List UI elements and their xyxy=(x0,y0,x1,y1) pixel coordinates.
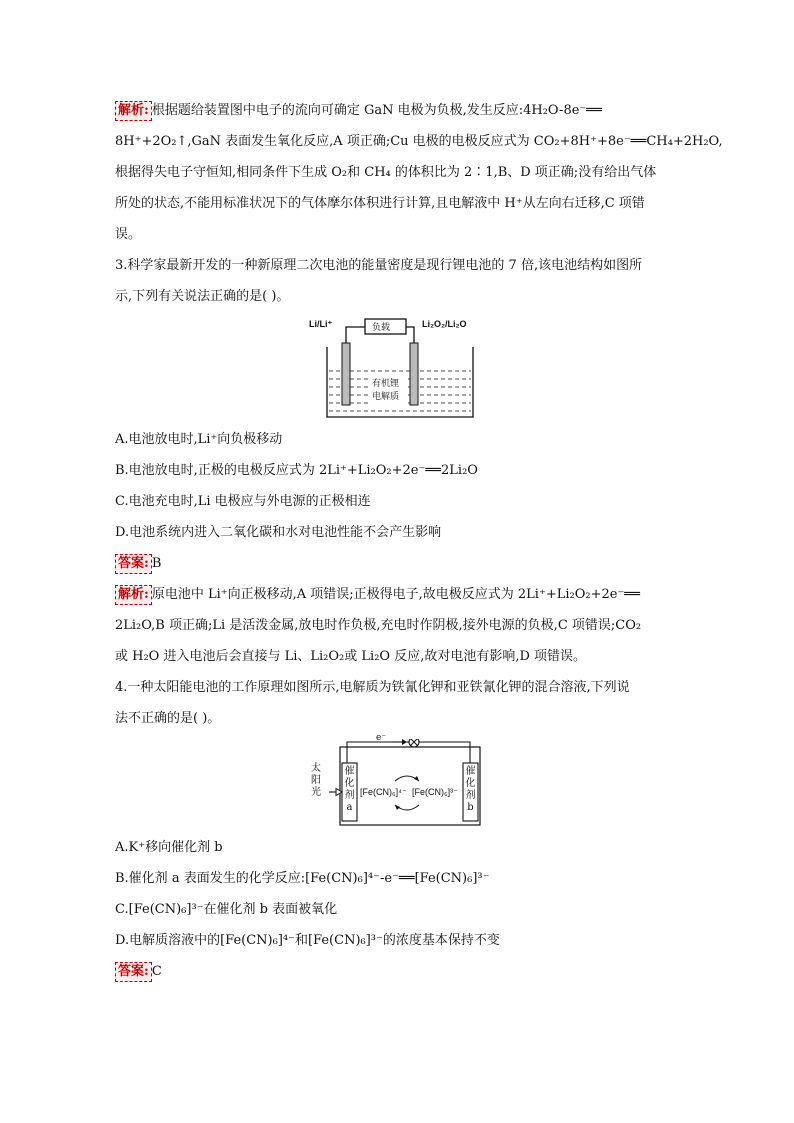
ferrocyanide-label: [Fe(CN)₆]⁴⁻ xyxy=(360,787,407,797)
solar-cell-figure xyxy=(310,733,490,827)
q3-option-d: D.电池系统内进入二氧化碳和水对电池性能不会产生影响 xyxy=(115,525,442,540)
lamp-icon xyxy=(409,739,419,747)
q2-analysis-line-5: 误。 xyxy=(115,227,142,242)
answer-tag: 答案: xyxy=(115,554,152,574)
q2-analysis-line-4: 所处的状态,不能用标准状况下的气体摩尔体积进行计算,且电解液中 H⁺从左向右迁移,C 项错 xyxy=(115,196,645,211)
electron-label: e⁻ xyxy=(376,733,387,743)
q2-analysis-line-3: 根据得失电子守恒知,相同条件下生成 O₂和 CH₄ 的体积比为 2∶1,B、D 项正确;没有给出气体 xyxy=(115,165,657,180)
q4-option-d: D.电解质溶液中的[Fe(CN)₆]⁴⁻和[Fe(CN)₆]³⁻的浓度基本保持不变 xyxy=(115,933,500,948)
q4-answer xyxy=(115,961,685,983)
q4-stem-line-1: 4.一种太阳能电池的工作原理如图所示,电解质为铁氰化钾和亚铁氰化钾的混合溶液,下列说 xyxy=(115,680,630,695)
ferricyanide-label: [Fe(CN)₆]³⁻ xyxy=(412,787,458,797)
q3-analysis-line-1: 解析: 原电池中 Li⁺向正极移动,A 项错误;正极得电子,故电极反应式为 2Li⁺+Li₂O₂+2e⁻══ xyxy=(115,584,685,606)
q3-analysis-line-2: 2Li₂O,B 项正确;Li 是活泼金属,放电时作负极,充电时作阴极,接外电源的负极,C 项错误;CO₂ xyxy=(115,618,642,633)
lithium-battery-figure xyxy=(305,317,495,419)
q3-option-c: C.电池充电时,Li 电极应与外电源的正极相连 xyxy=(115,494,371,509)
catalyst-b-label: 催化剂b xyxy=(465,766,476,813)
analysis-tag: 解析: xyxy=(115,101,152,121)
electrolyte-label-1: 有机锂 xyxy=(372,379,400,389)
q3-analysis-line-3: 或 H₂O 进入电池后会直接与 Li、Li₂O₂或 Li₂O 反应,故对电池有影响,D 项错误。 xyxy=(115,649,587,664)
q3-answer xyxy=(115,553,685,575)
sunlight-label: 太阳光 xyxy=(311,763,321,798)
q2-analysis-line-1: 解析: 根据题给装置图中电子的流向可确定 GaN 电极为负极,发生反应:4H₂O-8e⁻══ xyxy=(115,100,685,122)
q3-option-a: A.电池放电时,Li⁺向负极移动 xyxy=(115,432,283,447)
catalyst-a-label: 催化剂a xyxy=(344,766,355,813)
q4-option-c: C.[Fe(CN)₆]³⁻在催化剂 b 表面被氧化 xyxy=(115,902,338,917)
q4-option-b: B.催化剂 a 表面发生的化学反应:[Fe(CN)₆]⁴⁻-e⁻══[Fe(CN)₆]³⁻ xyxy=(115,871,490,886)
q3-option-b: B.电池放电时,正极的电极反应式为 2Li⁺+Li₂O₂+2e⁻══2Li₂O xyxy=(115,463,478,478)
answer-tag: 答案: xyxy=(115,962,152,982)
right-electrode-label: Li₂O₂/Li₂O xyxy=(422,319,467,329)
document-page xyxy=(115,100,723,992)
analysis-tag: 解析: xyxy=(115,585,152,605)
left-electrode-label: Li/Li⁺ xyxy=(309,319,333,329)
q4-stem-line-2: 法不正确的是( )。 xyxy=(115,711,221,726)
q4-option-a: A.K⁺移向催化剂 b xyxy=(115,840,223,855)
q2-analysis-line-2: 8H⁺+2O₂↑,GaN 表面发生氧化反应,A 项正确;Cu 电极的电极反应式为 CO₂+8H⁺+8e⁻══CH₄+2H₂O, xyxy=(115,134,723,149)
load-label: 负载 xyxy=(372,323,391,333)
q3-answer-value: B xyxy=(151,556,162,571)
q4-answer-value: C xyxy=(151,964,162,979)
li-electrode xyxy=(342,343,350,405)
electrolyte-label-2: 电解质 xyxy=(372,392,400,402)
q3-stem-line-1: 3.科学家最新开发的一种新原理二次电池的能量密度是现行锂电池的 7 倍,该电池结构如图所 xyxy=(115,258,643,273)
li2o2-electrode xyxy=(410,343,418,405)
q3-stem-line-2: 示,下列有关说法正确的是( )。 xyxy=(115,289,290,304)
cell-box xyxy=(340,747,480,825)
